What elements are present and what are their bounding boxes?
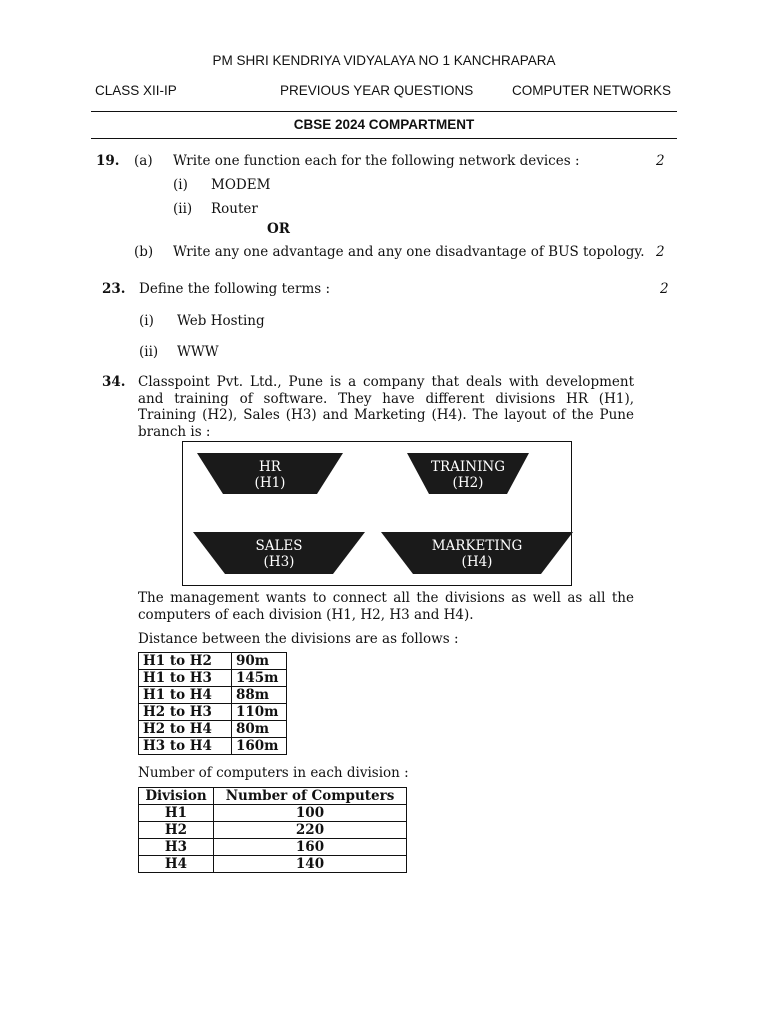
q23-item-1-label: (i) bbox=[139, 313, 154, 329]
sales-division-label bbox=[193, 538, 365, 570]
division-cell: H1 bbox=[139, 805, 214, 822]
computer-count-cell: 100 bbox=[214, 805, 407, 822]
table-row bbox=[139, 839, 407, 856]
q19-item-1-label: (i) bbox=[173, 177, 188, 193]
division-cell: H4 bbox=[139, 856, 214, 873]
q19-item-2-text: Router bbox=[211, 201, 258, 217]
table-row bbox=[139, 721, 287, 738]
distance-pair: H3 to H4 bbox=[139, 738, 232, 755]
table-row bbox=[139, 687, 287, 704]
sales-division-code: (H3) bbox=[263, 554, 295, 570]
exam-title: CBSE 2024 COMPARTMENT bbox=[293, 117, 475, 132]
q19-item-1-text: MODEM bbox=[211, 177, 271, 193]
distance-pair: H2 to H4 bbox=[139, 721, 232, 738]
column-header-division: Division bbox=[139, 788, 214, 805]
q19-b-text: Write any one advantage and any one disadvantage of BUS topology. bbox=[173, 244, 645, 260]
class-label: CLASS XII-IP bbox=[95, 83, 177, 98]
q19-b-label: (b) bbox=[134, 244, 154, 260]
topic-label: COMPUTER NETWORKS bbox=[512, 83, 672, 98]
table-row bbox=[139, 805, 407, 822]
training-division-label bbox=[407, 459, 529, 491]
q34-number: 34. bbox=[102, 374, 126, 390]
distance-value: 88m bbox=[232, 687, 287, 704]
training-division-code: (H2) bbox=[452, 475, 484, 491]
distance-pair: H1 to H4 bbox=[139, 687, 232, 704]
hr-division-code: (H1) bbox=[254, 475, 286, 491]
distance-value: 160m bbox=[232, 738, 287, 755]
distance-value: 80m bbox=[232, 721, 287, 738]
training-division-name: TRAINING bbox=[431, 459, 505, 475]
table-row bbox=[139, 704, 287, 721]
distance-pair: H1 to H2 bbox=[139, 653, 232, 670]
q19-number: 19. bbox=[96, 153, 120, 169]
branch-layout-diagram bbox=[182, 441, 572, 586]
q19-or: OR bbox=[267, 221, 290, 237]
q19-a-label: (a) bbox=[134, 153, 153, 169]
table-header-row bbox=[139, 788, 407, 805]
table-row bbox=[139, 738, 287, 755]
table-row bbox=[139, 822, 407, 839]
hr-division-label bbox=[197, 459, 343, 491]
q34-intro: Classpoint Pvt. Ltd., Pune is a company that deals with development and training of software. They have different divisions HR (H1), Training (H2), Sales (H3) and Marketing (H4). The layout of the Pune branch is : bbox=[138, 374, 634, 440]
distance-pair: H2 to H3 bbox=[139, 704, 232, 721]
table-row bbox=[139, 856, 407, 873]
computers-table bbox=[138, 787, 407, 873]
q34-management-text: The management wants to connect all the divisions as well as all the computers of each division (H1, H2, H3 and H4). bbox=[138, 590, 634, 623]
distance-pair: H1 to H3 bbox=[139, 670, 232, 687]
q19-b-marks: 2 bbox=[656, 244, 665, 260]
table-row bbox=[139, 653, 287, 670]
q19-a-marks: 2 bbox=[656, 153, 665, 169]
q23-marks: 2 bbox=[660, 281, 669, 297]
distance-value: 145m bbox=[232, 670, 287, 687]
q19-a-text: Write one function each for the following network devices : bbox=[173, 153, 580, 169]
distance-value: 110m bbox=[232, 704, 287, 721]
header-rule-bottom bbox=[91, 138, 677, 139]
q23-item-2-label: (ii) bbox=[139, 344, 159, 360]
division-cell: H3 bbox=[139, 839, 214, 856]
school-name: PM SHRI KENDRIYA VIDYALAYA NO 1 KANCHRAPARA bbox=[212, 53, 556, 68]
table-row bbox=[139, 670, 287, 687]
distance-value: 90m bbox=[232, 653, 287, 670]
computer-count-cell: 140 bbox=[214, 856, 407, 873]
q23-item-2-text: WWW bbox=[177, 344, 219, 360]
q23-text: Define the following terms : bbox=[139, 281, 331, 297]
marketing-division-label bbox=[381, 538, 573, 570]
computers-heading: Number of computers in each division : bbox=[138, 765, 409, 781]
header-rule-top bbox=[91, 111, 677, 112]
document-subtitle: PREVIOUS YEAR QUESTIONS bbox=[280, 83, 474, 98]
column-header-computers: Number of Computers bbox=[214, 788, 407, 805]
computer-count-cell: 220 bbox=[214, 822, 407, 839]
computer-count-cell: 160 bbox=[214, 839, 407, 856]
hr-division-name: HR bbox=[259, 459, 281, 475]
marketing-division-code: (H4) bbox=[461, 554, 493, 570]
distance-heading: Distance between the divisions are as follows : bbox=[138, 631, 459, 647]
q19-item-2-label: (ii) bbox=[173, 201, 193, 217]
q23-item-1-text: Web Hosting bbox=[177, 313, 265, 329]
division-cell: H2 bbox=[139, 822, 214, 839]
marketing-division-name: MARKETING bbox=[431, 538, 523, 554]
q23-number: 23. bbox=[102, 281, 126, 297]
sales-division-name: SALES bbox=[255, 538, 303, 554]
distance-table bbox=[138, 652, 287, 755]
